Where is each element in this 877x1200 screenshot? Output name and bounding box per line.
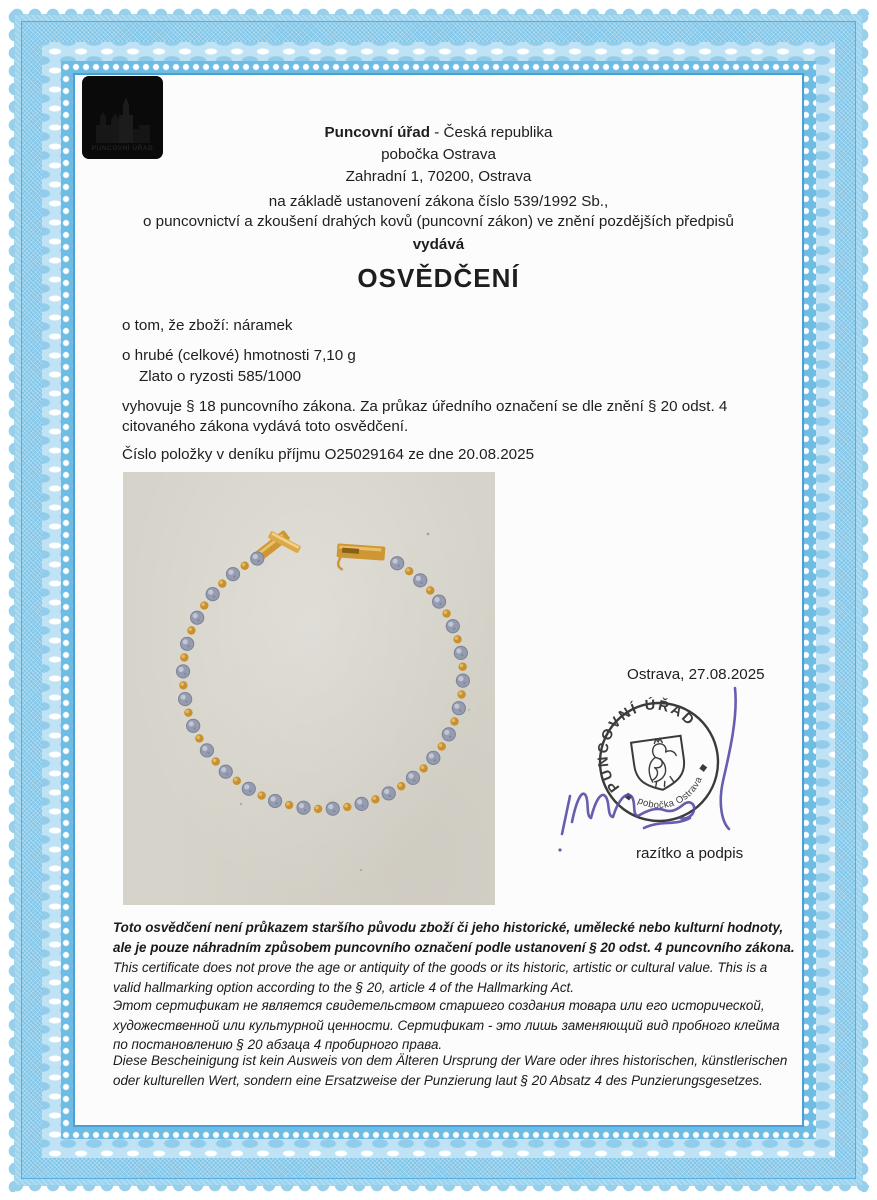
bracelet-clasp-right bbox=[336, 543, 386, 572]
bracelet-image bbox=[123, 472, 495, 905]
branch-line: pobočka Ostrava bbox=[381, 146, 496, 163]
disclaimer-english: This certificate does not prove the age or antiquity of the goods or its historic, artistic or cultural value. This is a valid hallmarking option according to the § 20, article 4 of the Hallmarking Act. bbox=[113, 960, 768, 995]
item-photo bbox=[123, 472, 495, 905]
disclaimer-czech: Toto osvědčení není průkazem staršího původu zboží či jeho historické, umělecké nebo kulturní hodnoty, ale je pouze náhradním způsobem puncovního označení podle ustanovení § 20 odst. 4 puncovního zákona. bbox=[113, 920, 795, 955]
compliance-line-1: vyhovuje § 18 puncovního zákona. Za průkaz úředního označení se dle znění § 20 odst. 4 bbox=[122, 398, 728, 415]
issuer-name: Puncovní úřad bbox=[324, 124, 431, 141]
issuer-country: - Česká republika bbox=[434, 124, 553, 141]
purity-line: Zlato o ryzosti 585/1000 bbox=[139, 368, 302, 385]
stamp-arc-top-text: PUNCOVNÍ ÚŘAD bbox=[595, 697, 699, 795]
item-line: o tom, že zboží: náramek bbox=[122, 317, 293, 334]
stamp-caption: razítko a podpis bbox=[636, 845, 744, 862]
logo-caption: PUNCOVNÍ ÚŘAD bbox=[91, 145, 154, 152]
signature bbox=[548, 676, 758, 866]
legal-basis-line-2: o puncovnictví a zkoušení drahých kovů (puncovní zákon) ve znění pozdějších předpisů bbox=[143, 213, 734, 230]
legal-basis-line-1: na základě ustanovení zákona číslo 539/1992 Sb., bbox=[268, 193, 609, 210]
weight-line: o hrubé (celkové) hmotnosti 7,10 g bbox=[122, 347, 356, 364]
compliance-line-2: citovaného zákona vydává toto osvědčení. bbox=[122, 418, 409, 435]
stamp-arc-bottom-text: pobočka Ostrava bbox=[635, 775, 705, 812]
address-line: Zahradní 1, 70200, Ostrava bbox=[345, 168, 532, 185]
issuer-line bbox=[90, 124, 787, 142]
disclaimer-russian: Этот сертификат не является свидетельством старшего создания товара или его исторической, художественной или культурной ценности. Сертификат - это лишь заменяющий вид пробного клейма по постановлению § 20 абзаца 4 пробирного права. bbox=[113, 998, 780, 1053]
document-title: OSVĚDČENÍ bbox=[357, 263, 520, 293]
disclaimer-german: Diese Bescheinigung ist kein Ausweis von dem Älteren Ursprung der Ware oder ihres historischen, künstlerischen oder kulturellen Wert, sondern eine Ersatzweise der Punzierung laut § 20 Absatz 4 des Punzierungsgesetzes. bbox=[113, 1053, 788, 1088]
issues-word: vydává bbox=[412, 236, 465, 253]
entry-number-line: Číslo položky v deníku příjmu O25029164 ze dne 20.08.2025 bbox=[122, 446, 535, 463]
bracelet-bead-ring bbox=[176, 552, 470, 816]
place-date: Ostrava, 27.08.2025 bbox=[627, 666, 765, 683]
